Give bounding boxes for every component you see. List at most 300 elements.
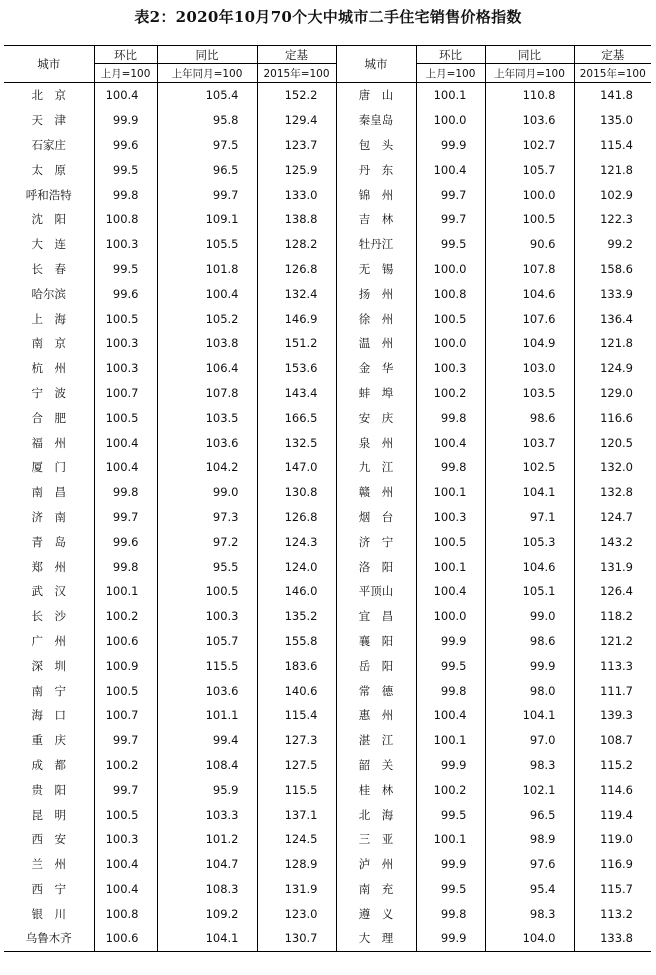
- fixed-left-cell: 166.5: [257, 405, 336, 430]
- mom-left-cell: 99.7: [94, 728, 157, 753]
- fixed-left-cell: 129.4: [257, 108, 336, 133]
- yoy-left-cell: 104.1: [157, 926, 257, 951]
- city-left-cell: 北 京: [31, 88, 66, 103]
- city-left-cell: 宁 波: [31, 385, 66, 400]
- yoy-right-cell: 104.0: [485, 926, 574, 951]
- yoy-left-cell: 108.4: [157, 753, 257, 778]
- mom-right-cell: 100.2: [416, 777, 485, 802]
- table-row: [4, 281, 651, 306]
- fixed-right-cell: 143.2: [574, 529, 651, 554]
- fixed-left-cell: 128.2: [257, 232, 336, 257]
- mom-right-cell: 100.8: [416, 281, 485, 306]
- city-right-cell: 韶 关: [336, 753, 416, 778]
- mom-left-cell: 99.8: [94, 182, 157, 207]
- fixed-left-cell: 155.8: [257, 629, 336, 654]
- mom-right-cell: 100.2: [416, 381, 485, 406]
- yoy-right-cell: 98.3: [485, 901, 574, 926]
- mom-left-cell: 99.5: [94, 257, 157, 282]
- fixed-left-cell: 127.5: [257, 753, 336, 778]
- fixed-left-cell: 143.4: [257, 381, 336, 406]
- city-left-cell: 上 海: [31, 311, 66, 326]
- city-right-cell: 烟 台: [336, 505, 416, 530]
- city-right-cell: 吉 林: [336, 207, 416, 232]
- city-right-cell: 岳 阳: [336, 653, 416, 678]
- mom-left-cell: 99.7: [94, 777, 157, 802]
- yoy-right-cell: 100.5: [485, 207, 574, 232]
- yoy-right-cell: 104.9: [485, 331, 574, 356]
- table-row: [4, 455, 651, 480]
- mom-right-cell: 99.8: [416, 678, 485, 703]
- mom-right-cell: 100.0: [416, 257, 485, 282]
- yoy-left-cell: 100.4: [157, 281, 257, 306]
- mom-right-cell: 99.8: [416, 901, 485, 926]
- yoy-right-cell: 103.5: [485, 381, 574, 406]
- fixed-base-left: 2015年=100: [257, 64, 336, 83]
- city-left-cell: 青 岛: [31, 534, 66, 549]
- table-row: [4, 777, 651, 802]
- city-left-cell: 厦 门: [31, 460, 66, 475]
- city-left-cell: 银 川: [31, 906, 66, 921]
- city-right-cell: 金 华: [336, 356, 416, 381]
- header-row-top: [4, 46, 651, 64]
- fixed-right-cell: 119.4: [574, 802, 651, 827]
- city-right-cell: 惠 州: [336, 703, 416, 728]
- yoy-left-cell: 103.6: [157, 430, 257, 455]
- price-index-table: [4, 45, 651, 952]
- fixed-left-cell: 126.8: [257, 257, 336, 282]
- table-title: 表2：2020年10月70个大中城市二手住宅销售价格指数: [134, 8, 522, 26]
- yoy-left-cell: 101.1: [157, 703, 257, 728]
- yoy-right-cell: 105.3: [485, 529, 574, 554]
- mom-base-left: 上月=100: [94, 64, 157, 83]
- yoy-left-cell: 99.0: [157, 480, 257, 505]
- table-row: [4, 579, 651, 604]
- mom-right-cell: 100.3: [416, 505, 485, 530]
- yoy-right-cell: 95.4: [485, 877, 574, 902]
- city-right-cell: 九 江: [336, 455, 416, 480]
- city-right-cell: 无 锡: [336, 257, 416, 282]
- city-right-cell: 常 德: [336, 678, 416, 703]
- mom-left-cell: 100.5: [94, 802, 157, 827]
- table-row: [4, 182, 651, 207]
- mom-left-cell: 99.6: [94, 529, 157, 554]
- mom-right-cell: 99.5: [416, 232, 485, 257]
- city-right-cell: 唐 山: [336, 83, 416, 108]
- mom-left-cell: 100.5: [94, 405, 157, 430]
- yoy-left-cell: 103.5: [157, 405, 257, 430]
- fixed-right-cell: 135.0: [574, 108, 651, 133]
- fixed-base-right: 2015年=100: [574, 64, 651, 83]
- fixed-left-cell: 137.1: [257, 802, 336, 827]
- city-left-cell: 郑 州: [31, 559, 66, 574]
- city-right-cell: 南 充: [336, 877, 416, 902]
- yoy-right-cell: 99.9: [485, 653, 574, 678]
- yoy-right-cell: 107.6: [485, 306, 574, 331]
- table-row: [4, 331, 651, 356]
- mom-left-cell: 99.8: [94, 480, 157, 505]
- yoy-left-cell: 101.2: [157, 827, 257, 852]
- city-right-cell: 襄 阳: [336, 629, 416, 654]
- yoy-right-cell: 100.0: [485, 182, 574, 207]
- fixed-right-cell: 122.3: [574, 207, 651, 232]
- city-right-cell: 济 宁: [336, 529, 416, 554]
- table-row: [4, 430, 651, 455]
- city-left-cell: 乌鲁木齐: [4, 926, 94, 951]
- city-right-cell: 湛 江: [336, 728, 416, 753]
- city-left-cell: 大 连: [31, 237, 66, 252]
- yoy-left-cell: 95.5: [157, 554, 257, 579]
- yoy-right-cell: 97.6: [485, 852, 574, 877]
- fixed-right-cell: 133.9: [574, 281, 651, 306]
- city-right-cell: 泸 州: [336, 852, 416, 877]
- city-right-cell: 蚌 埠: [336, 381, 416, 406]
- mom-right-cell: 99.9: [416, 753, 485, 778]
- yoy-header-right: 同比: [485, 46, 574, 64]
- city-right-cell: 秦皇岛: [336, 108, 416, 133]
- fixed-left-cell: 128.9: [257, 852, 336, 877]
- fixed-left-cell: 124.3: [257, 529, 336, 554]
- mom-right-cell: 100.5: [416, 529, 485, 554]
- city-left-cell: 合 肥: [31, 410, 66, 425]
- fixed-right-cell: 131.9: [574, 554, 651, 579]
- table-row: [4, 257, 651, 282]
- table-row: [4, 852, 651, 877]
- table-row: [4, 505, 651, 530]
- table-row: [4, 480, 651, 505]
- fixed-right-cell: 124.9: [574, 356, 651, 381]
- mom-left-cell: 99.9: [94, 108, 157, 133]
- mom-left-cell: 100.4: [94, 852, 157, 877]
- fixed-left-cell: 132.4: [257, 281, 336, 306]
- city-right-cell: 宜 昌: [336, 604, 416, 629]
- city-left-cell: 沈 阳: [31, 212, 66, 227]
- table-row: [4, 157, 651, 182]
- yoy-left-cell: 100.3: [157, 604, 257, 629]
- mom-right-cell: 100.4: [416, 703, 485, 728]
- table-row: [4, 827, 651, 852]
- fixed-right-cell: 158.6: [574, 257, 651, 282]
- yoy-left-cell: 97.3: [157, 505, 257, 530]
- fixed-left-cell: 131.9: [257, 877, 336, 902]
- fixed-right-cell: 99.2: [574, 232, 651, 257]
- city-right-cell: 洛 阳: [336, 554, 416, 579]
- mom-left-cell: 100.8: [94, 207, 157, 232]
- city-left-cell: 广 州: [31, 633, 66, 648]
- yoy-right-cell: 97.0: [485, 728, 574, 753]
- city-left-cell: 长 沙: [31, 609, 66, 624]
- city-left-cell: 成 都: [31, 757, 66, 772]
- yoy-left-cell: 105.7: [157, 629, 257, 654]
- fixed-right-cell: 102.9: [574, 182, 651, 207]
- table-row: [4, 133, 651, 158]
- mom-left-cell: 99.6: [94, 281, 157, 306]
- table-row: [4, 405, 651, 430]
- mom-right-cell: 100.5: [416, 306, 485, 331]
- yoy-right-cell: 96.5: [485, 802, 574, 827]
- yoy-left-cell: 106.4: [157, 356, 257, 381]
- fixed-left-cell: 125.9: [257, 157, 336, 182]
- city-left-cell: 福 州: [31, 435, 66, 450]
- yoy-base-left: 上年同月=100: [157, 64, 257, 83]
- yoy-left-cell: 101.8: [157, 257, 257, 282]
- yoy-left-cell: 104.2: [157, 455, 257, 480]
- mom-right-cell: 99.9: [416, 133, 485, 158]
- fixed-right-cell: 108.7: [574, 728, 651, 753]
- city-right-cell: 包 头: [336, 133, 416, 158]
- fixed-left-cell: 153.6: [257, 356, 336, 381]
- fixed-left-cell: 138.8: [257, 207, 336, 232]
- yoy-right-cell: 104.6: [485, 554, 574, 579]
- fixed-left-cell: 133.0: [257, 182, 336, 207]
- fixed-left-cell: 146.0: [257, 579, 336, 604]
- yoy-left-cell: 108.3: [157, 877, 257, 902]
- table-row: [4, 703, 651, 728]
- mom-left-cell: 100.7: [94, 703, 157, 728]
- fixed-right-cell: 119.0: [574, 827, 651, 852]
- fixed-header-right: 定基: [574, 46, 651, 64]
- yoy-right-cell: 105.7: [485, 157, 574, 182]
- table-row: [4, 381, 651, 406]
- fixed-right-cell: 139.3: [574, 703, 651, 728]
- table-body: [4, 83, 651, 952]
- yoy-right-cell: 104.1: [485, 703, 574, 728]
- mom-right-cell: 100.4: [416, 430, 485, 455]
- fixed-right-cell: 121.8: [574, 157, 651, 182]
- fixed-left-cell: 146.9: [257, 306, 336, 331]
- city-right-cell: 丹 东: [336, 157, 416, 182]
- fixed-right-cell: 115.7: [574, 877, 651, 902]
- city-right-cell: 遵 义: [336, 901, 416, 926]
- fixed-right-cell: 121.8: [574, 331, 651, 356]
- fixed-right-cell: 116.6: [574, 405, 651, 430]
- table-row: [4, 604, 651, 629]
- mom-right-cell: 100.3: [416, 356, 485, 381]
- yoy-right-cell: 103.7: [485, 430, 574, 455]
- yoy-header-left: 同比: [157, 46, 257, 64]
- city-left-cell: 济 南: [31, 509, 66, 524]
- city-right-cell: 徐 州: [336, 306, 416, 331]
- yoy-left-cell: 105.2: [157, 306, 257, 331]
- table-row: [4, 83, 651, 108]
- city-right-cell: 平顶山: [336, 579, 416, 604]
- mom-left-cell: 100.3: [94, 331, 157, 356]
- fixed-header-left: 定基: [257, 46, 336, 64]
- table-row: [4, 529, 651, 554]
- table-row: [4, 108, 651, 133]
- city-left-cell: 昆 明: [31, 807, 66, 822]
- mom-left-cell: 100.2: [94, 604, 157, 629]
- mom-left-cell: 100.6: [94, 926, 157, 951]
- yoy-right-cell: 98.0: [485, 678, 574, 703]
- city-left-cell: 深 圳: [31, 658, 66, 673]
- fixed-left-cell: 124.5: [257, 827, 336, 852]
- mom-right-cell: 100.0: [416, 331, 485, 356]
- table-row: [4, 678, 651, 703]
- fixed-left-cell: 123.7: [257, 133, 336, 158]
- yoy-left-cell: 97.5: [157, 133, 257, 158]
- city-right-cell: 三 亚: [336, 827, 416, 852]
- table-row: [4, 653, 651, 678]
- mom-right-cell: 100.4: [416, 579, 485, 604]
- yoy-right-cell: 97.1: [485, 505, 574, 530]
- mom-right-cell: 99.8: [416, 405, 485, 430]
- fixed-right-cell: 118.2: [574, 604, 651, 629]
- yoy-left-cell: 95.9: [157, 777, 257, 802]
- yoy-left-cell: 107.8: [157, 381, 257, 406]
- fixed-right-cell: 120.5: [574, 430, 651, 455]
- mom-header-left: 环比: [94, 46, 157, 64]
- mom-left-cell: 100.8: [94, 901, 157, 926]
- yoy-left-cell: 100.5: [157, 579, 257, 604]
- fixed-left-cell: 130.7: [257, 926, 336, 951]
- table-row: [4, 306, 651, 331]
- mom-left-cell: 100.3: [94, 356, 157, 381]
- table-row: [4, 554, 651, 579]
- yoy-right-cell: 105.1: [485, 579, 574, 604]
- city-right-cell: 牡丹江: [336, 232, 416, 257]
- mom-left-cell: 100.5: [94, 678, 157, 703]
- mom-left-cell: 100.4: [94, 430, 157, 455]
- mom-left-cell: 100.2: [94, 753, 157, 778]
- mom-header-right: 环比: [416, 46, 485, 64]
- yoy-left-cell: 115.5: [157, 653, 257, 678]
- yoy-right-cell: 98.9: [485, 827, 574, 852]
- city-left-cell: 海 口: [31, 708, 66, 723]
- fixed-left-cell: 132.5: [257, 430, 336, 455]
- city-left-cell: 西 宁: [31, 881, 66, 896]
- yoy-left-cell: 103.3: [157, 802, 257, 827]
- fixed-right-cell: 129.0: [574, 381, 651, 406]
- city-left-cell: 天 津: [31, 113, 66, 128]
- fixed-right-cell: 124.7: [574, 505, 651, 530]
- yoy-left-cell: 109.2: [157, 901, 257, 926]
- yoy-right-cell: 107.8: [485, 257, 574, 282]
- city-left-cell: 长 春: [31, 261, 66, 276]
- mom-left-cell: 100.6: [94, 629, 157, 654]
- fixed-left-cell: 127.3: [257, 728, 336, 753]
- city-left-cell: 兰 州: [31, 857, 66, 872]
- city-right-cell: 安 庆: [336, 405, 416, 430]
- fixed-right-cell: 126.4: [574, 579, 651, 604]
- fixed-right-cell: 121.2: [574, 629, 651, 654]
- city-left-cell: 杭 州: [31, 361, 66, 376]
- yoy-left-cell: 96.5: [157, 157, 257, 182]
- mom-left-cell: 99.6: [94, 133, 157, 158]
- city-right-cell: 温 州: [336, 331, 416, 356]
- mom-right-cell: 100.1: [416, 728, 485, 753]
- city-right-cell: 北 海: [336, 802, 416, 827]
- fixed-right-cell: 133.8: [574, 926, 651, 951]
- city-left-cell: 哈尔滨: [31, 286, 66, 301]
- city-left-cell: 南 京: [31, 336, 66, 351]
- yoy-right-cell: 102.1: [485, 777, 574, 802]
- yoy-left-cell: 105.4: [157, 83, 257, 108]
- table-row: [4, 728, 651, 753]
- city-header-right: 城市: [336, 46, 416, 83]
- fixed-right-cell: 136.4: [574, 306, 651, 331]
- mom-right-cell: 100.1: [416, 480, 485, 505]
- city-left-cell: 太 原: [31, 162, 66, 177]
- yoy-left-cell: 104.7: [157, 852, 257, 877]
- city-right-cell: 泉 州: [336, 430, 416, 455]
- mom-right-cell: 99.7: [416, 207, 485, 232]
- fixed-left-cell: 147.0: [257, 455, 336, 480]
- city-left-cell: 南 宁: [31, 683, 66, 698]
- header-row-base: [4, 64, 651, 83]
- yoy-base-right: 上年同月=100: [485, 64, 574, 83]
- yoy-left-cell: 99.4: [157, 728, 257, 753]
- table-row: [4, 356, 651, 381]
- table-row: [4, 901, 651, 926]
- fixed-left-cell: 152.2: [257, 83, 336, 108]
- yoy-right-cell: 102.7: [485, 133, 574, 158]
- mom-right-cell: 99.9: [416, 629, 485, 654]
- fixed-right-cell: 113.2: [574, 901, 651, 926]
- fixed-left-cell: 126.8: [257, 505, 336, 530]
- fixed-left-cell: 140.6: [257, 678, 336, 703]
- city-left-cell: 南 昌: [31, 485, 66, 500]
- mom-right-cell: 100.1: [416, 827, 485, 852]
- yoy-left-cell: 95.8: [157, 108, 257, 133]
- fixed-left-cell: 123.0: [257, 901, 336, 926]
- yoy-left-cell: 109.1: [157, 207, 257, 232]
- mom-left-cell: 99.5: [94, 157, 157, 182]
- fixed-right-cell: 111.7: [574, 678, 651, 703]
- yoy-right-cell: 98.6: [485, 629, 574, 654]
- mom-base-right: 上月=100: [416, 64, 485, 83]
- mom-right-cell: 100.0: [416, 604, 485, 629]
- city-right-cell: 赣 州: [336, 480, 416, 505]
- mom-right-cell: 99.5: [416, 877, 485, 902]
- yoy-right-cell: 103.0: [485, 356, 574, 381]
- fixed-left-cell: 124.0: [257, 554, 336, 579]
- mom-right-cell: 99.9: [416, 852, 485, 877]
- mom-left-cell: 100.4: [94, 877, 157, 902]
- mom-left-cell: 100.1: [94, 579, 157, 604]
- fixed-right-cell: 114.6: [574, 777, 651, 802]
- city-left-cell: 贵 阳: [31, 782, 66, 797]
- fixed-right-cell: 115.2: [574, 753, 651, 778]
- fixed-right-cell: 113.3: [574, 653, 651, 678]
- yoy-right-cell: 104.6: [485, 281, 574, 306]
- city-left-cell: 石家庄: [31, 137, 66, 152]
- table-row: [4, 207, 651, 232]
- mom-right-cell: 99.7: [416, 182, 485, 207]
- table-row: [4, 802, 651, 827]
- yoy-left-cell: 105.5: [157, 232, 257, 257]
- fixed-left-cell: 151.2: [257, 331, 336, 356]
- yoy-right-cell: 102.5: [485, 455, 574, 480]
- fixed-left-cell: 183.6: [257, 653, 336, 678]
- yoy-right-cell: 103.6: [485, 108, 574, 133]
- mom-left-cell: 99.8: [94, 554, 157, 579]
- fixed-right-cell: 141.8: [574, 83, 651, 108]
- mom-left-cell: 99.7: [94, 505, 157, 530]
- mom-left-cell: 100.4: [94, 455, 157, 480]
- mom-right-cell: 99.8: [416, 455, 485, 480]
- city-left-cell: 武 汉: [31, 584, 66, 599]
- yoy-right-cell: 90.6: [485, 232, 574, 257]
- yoy-right-cell: 104.1: [485, 480, 574, 505]
- fixed-right-cell: 132.8: [574, 480, 651, 505]
- mom-right-cell: 99.5: [416, 653, 485, 678]
- mom-right-cell: 100.0: [416, 108, 485, 133]
- city-right-cell: 桂 林: [336, 777, 416, 802]
- fixed-left-cell: 135.2: [257, 604, 336, 629]
- fixed-right-cell: 132.0: [574, 455, 651, 480]
- table-row: [4, 629, 651, 654]
- fixed-left-cell: 115.5: [257, 777, 336, 802]
